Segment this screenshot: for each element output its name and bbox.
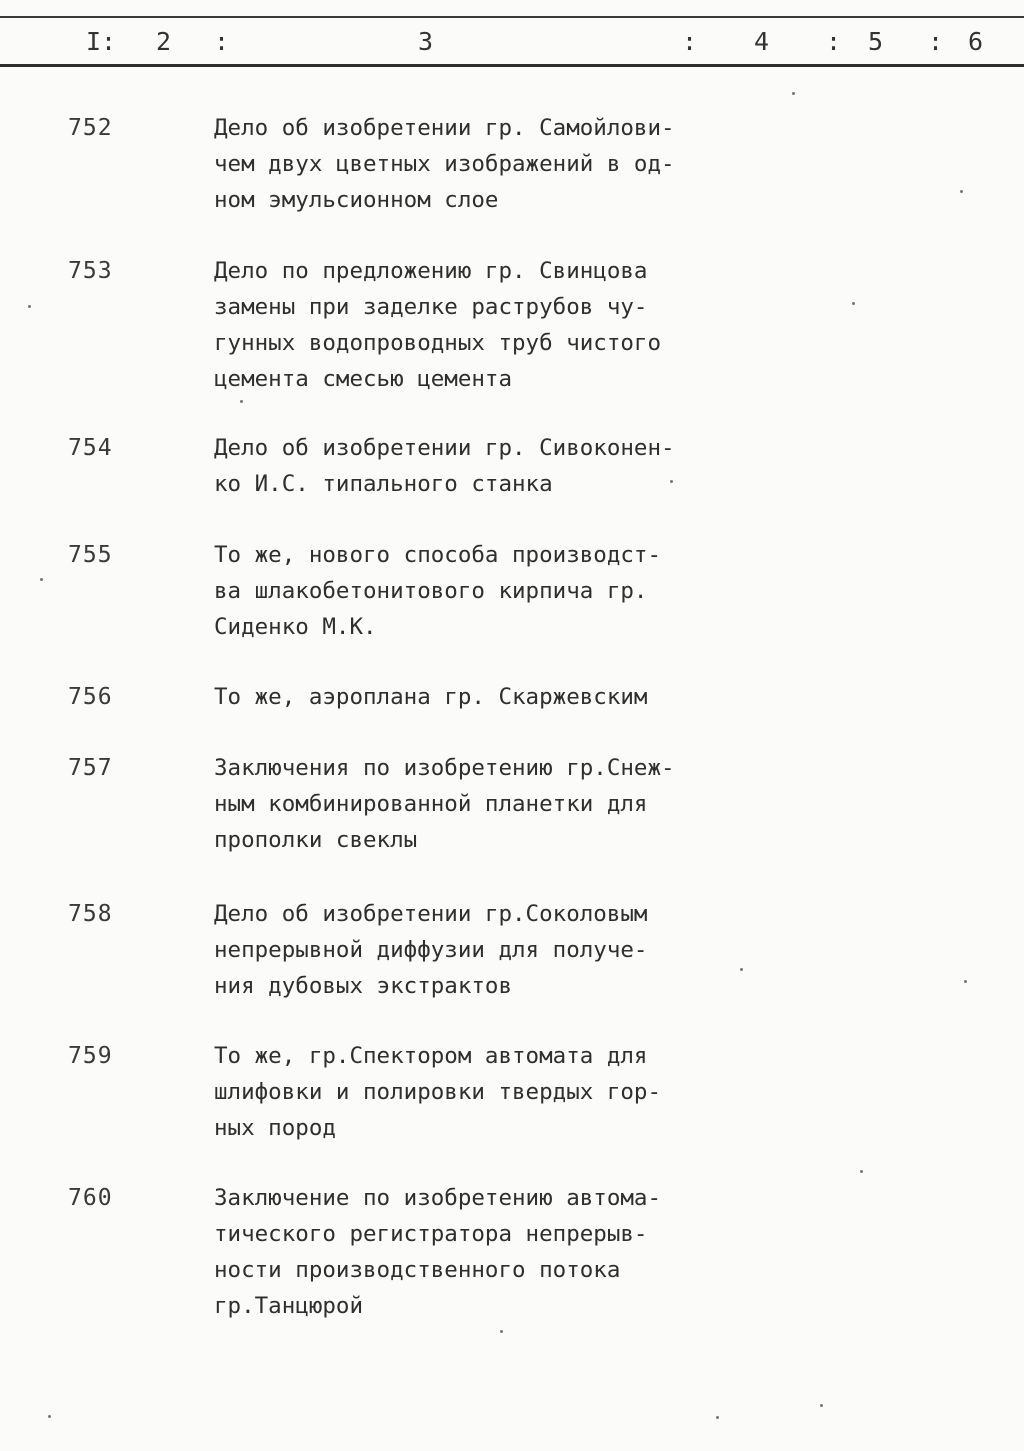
entry-line: ным комбинированной планетки для xyxy=(214,791,648,817)
entry-line: ва шлакобетонитового кирпича гр. xyxy=(214,578,648,604)
scan-speck xyxy=(40,578,43,581)
scan-speck xyxy=(860,1170,863,1173)
entry-line: замены при заделке раструбов чу- xyxy=(214,294,648,320)
entry-number: 756 xyxy=(68,684,113,710)
header-sep-3: : xyxy=(826,27,842,56)
entry-description xyxy=(214,896,774,1004)
entry-line: Дело по предложению гр. Свинцова xyxy=(214,258,648,284)
entry-description xyxy=(214,1038,774,1146)
entry-line: То же, нового способа производст- xyxy=(214,542,662,568)
entry-line: ния дубовых экстрактов xyxy=(214,973,513,999)
entry-line: То же, гр.Спектором автомата для xyxy=(214,1043,648,1069)
scan-speck xyxy=(500,1330,503,1333)
header-sep-4: : xyxy=(928,27,944,56)
entry-line: тического регистратора непрерыв- xyxy=(214,1221,648,1247)
scan-speck xyxy=(740,968,743,971)
entry-line: непрерывной диффузии для получе- xyxy=(214,937,648,963)
entry-number: 760 xyxy=(68,1185,113,1211)
entry-line: ном эмульсионном слое xyxy=(214,187,499,213)
scan-speck xyxy=(48,1415,51,1418)
header-rule-bottom xyxy=(0,64,1024,67)
scan-speck xyxy=(960,190,963,193)
entry-number: 757 xyxy=(68,755,113,781)
entry-description xyxy=(214,430,774,502)
entry-number: 753 xyxy=(68,258,113,284)
entry-line: Дело об изобретении гр. Сивоконен- xyxy=(214,435,675,461)
entry-description xyxy=(214,110,774,218)
entry-description xyxy=(214,679,774,715)
entry-description xyxy=(214,253,774,397)
entry-line: гр.Танцюрой xyxy=(214,1293,364,1319)
header-col-4: 4 xyxy=(754,27,770,56)
scan-speck xyxy=(670,480,673,483)
header-col-3: 3 xyxy=(418,27,434,56)
entry-line: Сиденко М.К. xyxy=(214,614,377,640)
entry-line: шлифовки и полировки твердых гор- xyxy=(214,1079,662,1105)
scan-speck xyxy=(792,92,795,95)
entry-line: Заключение по изобретению автома- xyxy=(214,1185,662,1211)
header-sep-1: : xyxy=(214,27,230,56)
entry-description xyxy=(214,537,774,645)
entry-number: 752 xyxy=(68,115,113,141)
entry-number: 758 xyxy=(68,901,113,927)
scan-speck xyxy=(240,400,243,403)
entry-line: Дело об изобретении гр. Самойлови- xyxy=(214,115,675,141)
entry-line: ных пород xyxy=(214,1115,336,1141)
entry-line: ности производственного потока xyxy=(214,1257,621,1283)
entry-line: гунных водопроводных труб чистого xyxy=(214,330,662,356)
entry-description xyxy=(214,1180,774,1324)
header-sep-2: : xyxy=(682,27,698,56)
scan-speck xyxy=(820,1404,823,1407)
entry-description xyxy=(214,750,774,858)
scan-speck xyxy=(28,305,31,308)
entry-line: чем двух цветных изображений в од- xyxy=(214,151,675,177)
entry-number: 759 xyxy=(68,1043,113,1069)
entry-line: Дело об изобретении гр.Соколовым xyxy=(214,901,648,927)
entry-line: Заключения по изобретению гр.Снеж- xyxy=(214,755,675,781)
header-col-1: I: xyxy=(86,27,117,56)
entry-line: прополки свеклы xyxy=(214,827,418,853)
header-col-5: 5 xyxy=(868,27,884,56)
entry-line: То же, аэроплана гр. Скаржевским xyxy=(214,684,648,710)
entry-line: ко И.С. типального станка xyxy=(214,471,553,497)
header-col-6: 6 xyxy=(968,27,984,56)
scan-speck xyxy=(716,1416,719,1419)
scan-speck xyxy=(852,302,855,305)
entry-number: 755 xyxy=(68,542,113,568)
header-rule-top xyxy=(0,16,1024,18)
header-col-2: 2 xyxy=(156,27,172,56)
entry-line: цемента смесью цемента xyxy=(214,366,513,392)
entry-number: 754 xyxy=(68,435,113,461)
scan-speck xyxy=(964,980,967,983)
